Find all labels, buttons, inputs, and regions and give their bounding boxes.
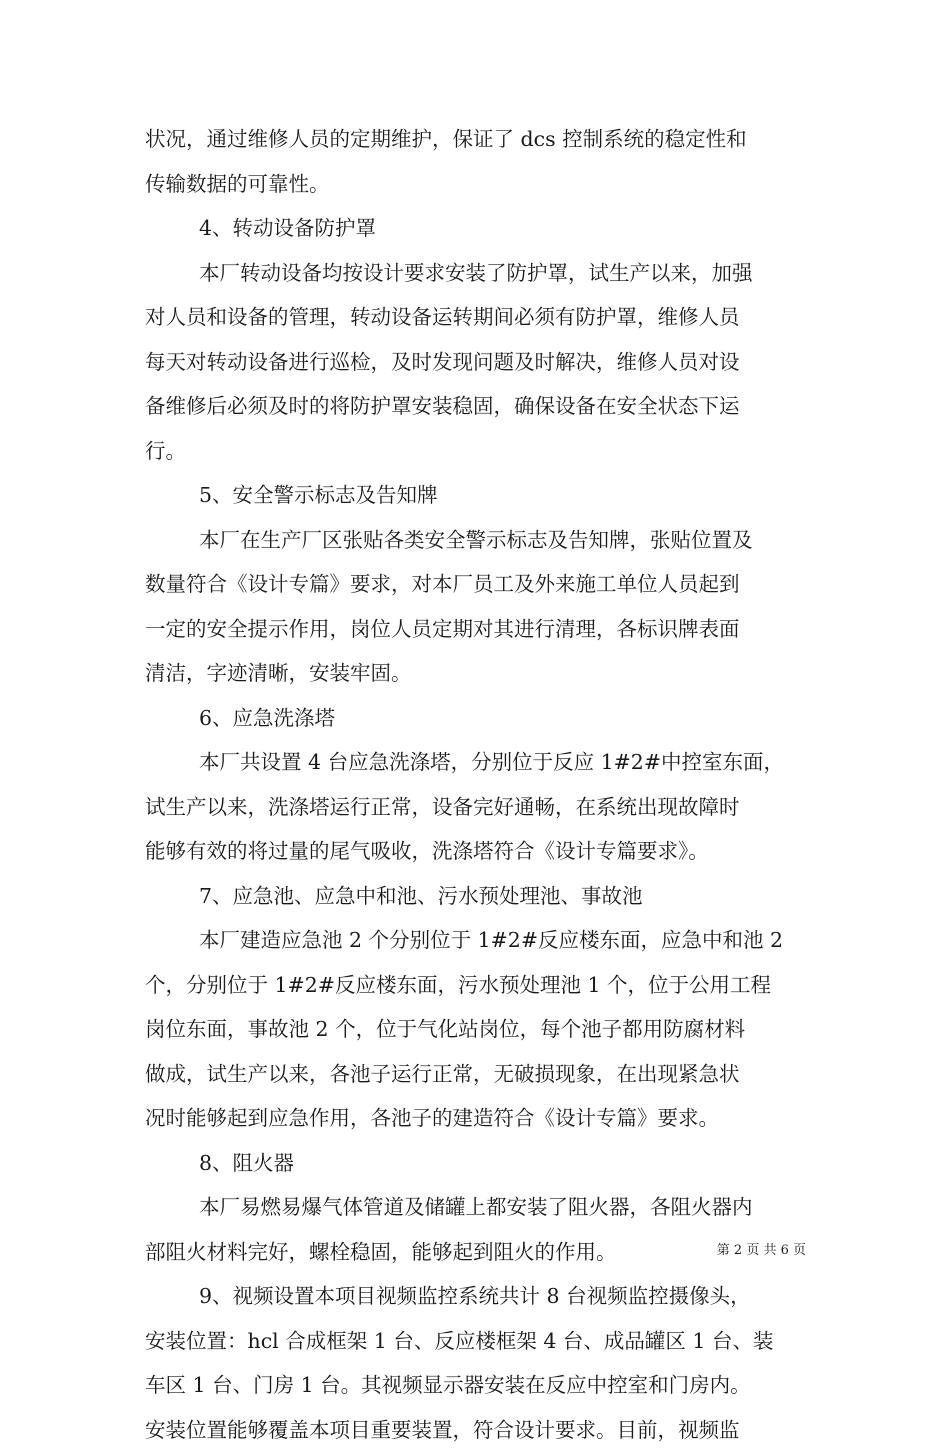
text-line: 安装位置能够覆盖本项目重要装置，符合设计要求。目前，视频监 [145, 1408, 817, 1452]
text-line: 安装位置：hcl 合成框架 1 台、反应楼框架 4 台、成品罐区 1 台、装 [145, 1319, 817, 1364]
text-line: 试生产以来，洗涤塔运行正常，设备完好通畅，在系统出现故障时 [145, 785, 817, 830]
text-line: 每天对转动设备进行巡检，及时发现问题及时解决，维修人员对设 [145, 340, 817, 385]
text-line: 行。 [145, 429, 817, 474]
text-line: 对人员和设备的管理，转动设备运转期间必须有防护罩，维修人员 [145, 295, 817, 340]
text-line: 车区 1 台、门房 1 台。其视频显示器安装在反应中控室和门房内。 [145, 1363, 817, 1408]
text-line: 做成，试生产以来，各池子运行正常，无破损现象，在出现紧急状 [145, 1052, 817, 1097]
text-line: 清洁，字迹清晰，安装牢固。 [145, 651, 817, 696]
text-line: 传输数据的可靠性。 [145, 162, 817, 207]
text-line: 5、安全警示标志及告知牌 [145, 473, 817, 518]
text-line: 7、应急池、应急中和池、污水预处理池、事故池 [145, 874, 817, 919]
text-line: 备维修后必须及时的将防护罩安装稳固，确保设备在安全状态下运 [145, 384, 817, 429]
text-line: 数量符合《设计专篇》要求，对本厂员工及外来施工单位人员起到 [145, 562, 817, 607]
text-line: 况时能够起到应急作用，各池子的建造符合《设计专篇》要求。 [145, 1096, 817, 1141]
text-line: 本厂在生产厂区张贴各类安全警示标志及告知牌，张贴位置及 [145, 518, 817, 563]
page-number: 第 2 页 共 6 页 [717, 1243, 806, 1259]
text-line: 本厂易燃易爆气体管道及储罐上都安装了阻火器，各阻火器内 [145, 1185, 817, 1230]
text-line: 8、阻火器 [145, 1141, 817, 1186]
text-line: 部阻火材料完好，螺栓稳固，能够起到阻火的作用。 [145, 1230, 817, 1275]
text-line: 4、转动设备防护罩 [145, 206, 817, 251]
text-line: 本厂建造应急池 2 个分别位于 1#2#反应楼东面，应急中和池 2 [145, 918, 817, 963]
text-line: 本厂转动设备均按设计要求安装了防护罩，试生产以来，加强 [145, 251, 817, 296]
text-line: 状况，通过维修人员的定期维护，保证了 dcs 控制系统的稳定性和 [145, 117, 817, 162]
text-line: 能够有效的将过量的尾气吸收，洗涤塔符合《设计专篇要求》。 [145, 829, 817, 874]
text-line: 岗位东面，事故池 2 个，位于气化站岗位，每个池子都用防腐材料 [145, 1007, 817, 1052]
text-line: 本厂共设置 4 台应急洗涤塔，分别位于反应 1#2#中控室东面， [145, 740, 817, 785]
text-line: 6、应急洗涤塔 [145, 696, 817, 741]
text-line: 9、视频设置本项目视频监控系统共计 8 台视频监控摄像头， [145, 1274, 817, 1319]
text-line: 一定的安全提示作用，岗位人员定期对其进行清理，各标识牌表面 [145, 607, 817, 652]
text-line: 个，分别位于 1#2#反应楼东面，污水预处理池 1 个，位于公用工程 [145, 963, 817, 1008]
